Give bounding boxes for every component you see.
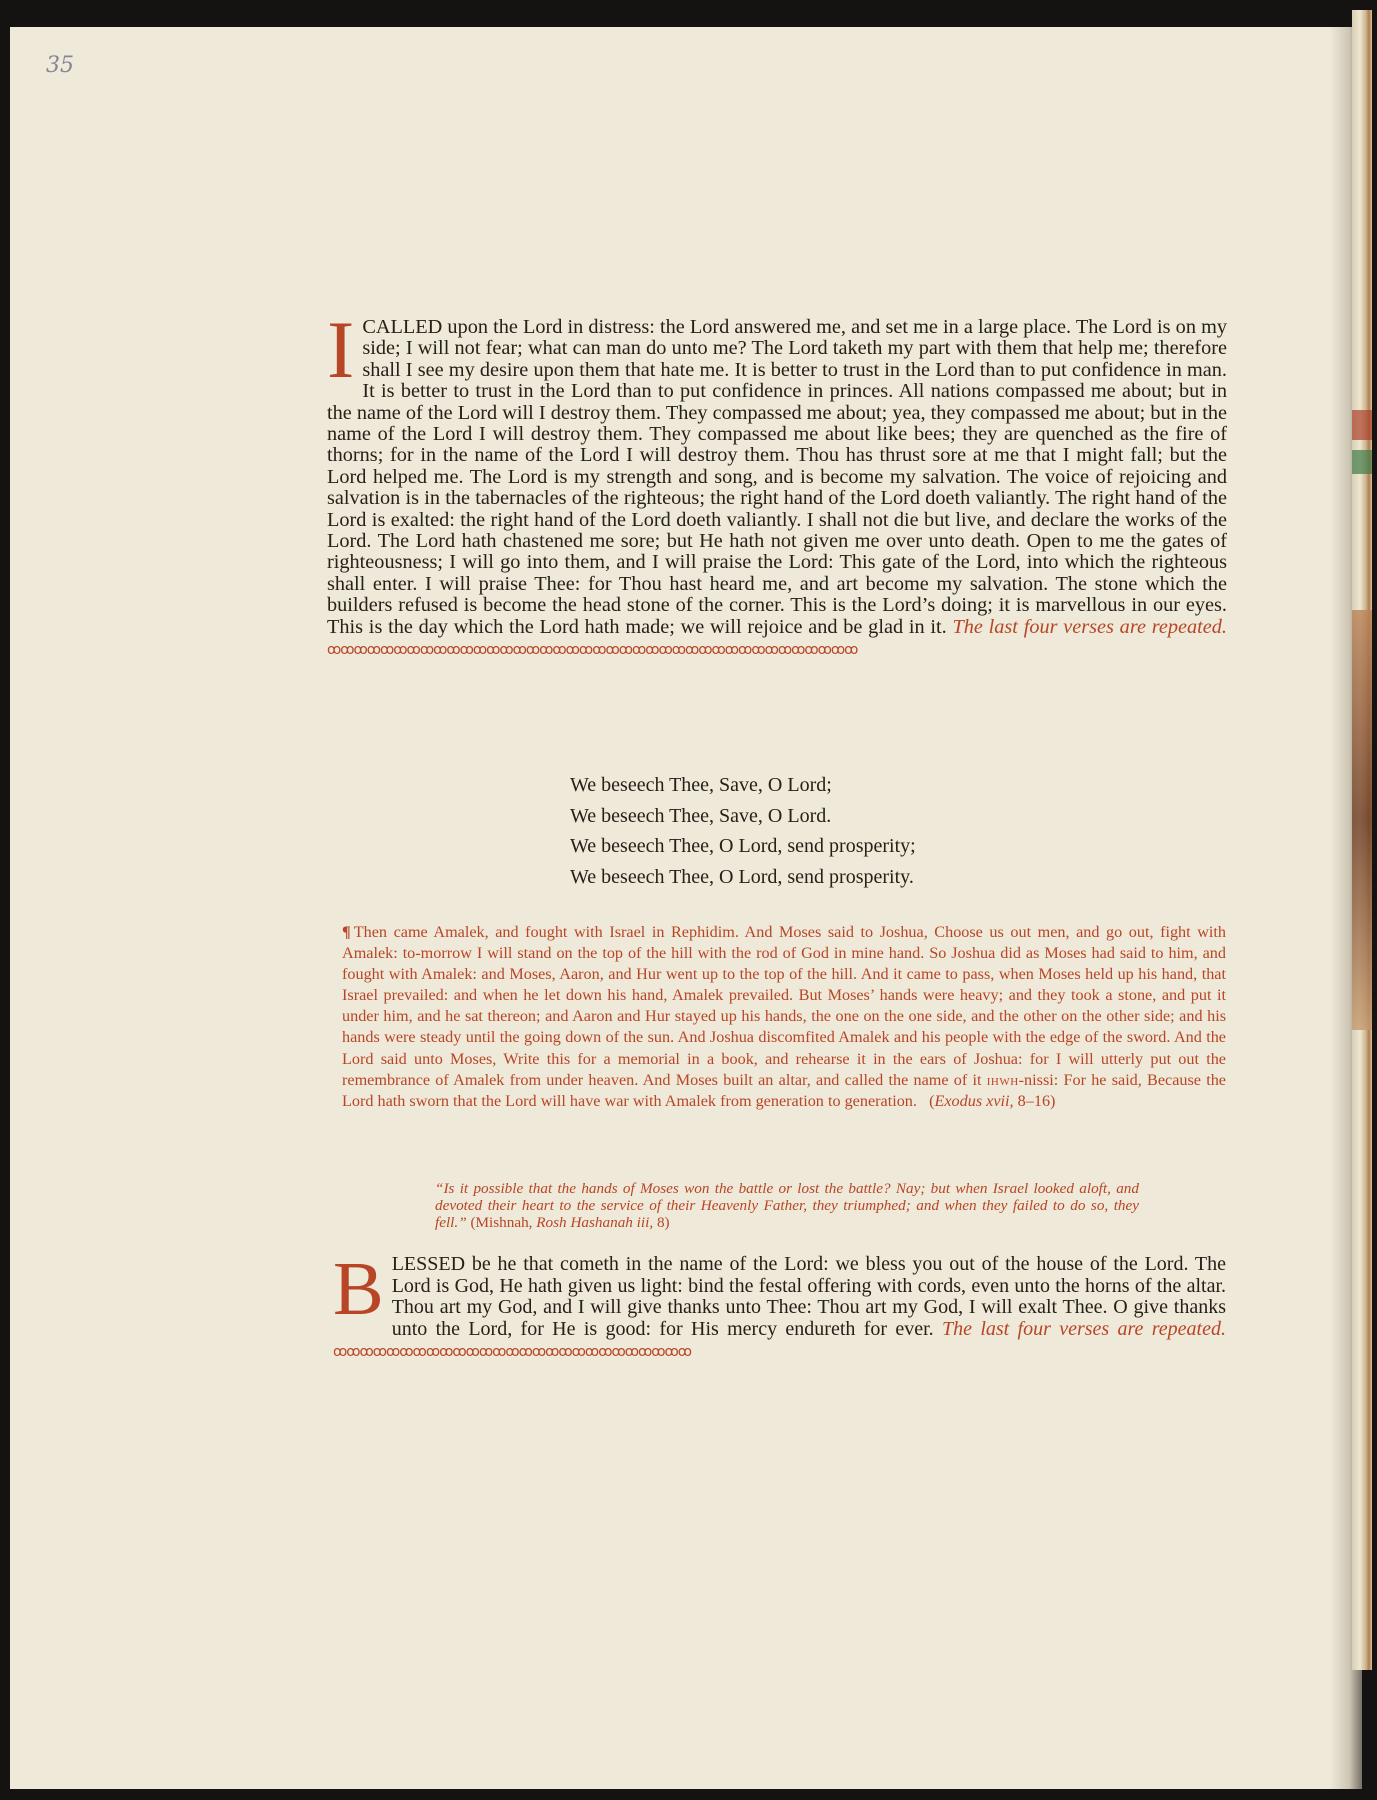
lead-word: LESSED — [391, 1253, 466, 1275]
adjacent-page-edge — [1352, 10, 1372, 1670]
facing-page-color-band — [1352, 450, 1372, 474]
citation-verses: 8–16) — [1013, 1091, 1056, 1110]
response-line: We beseech Thee, Save, O Lord. — [570, 804, 832, 827]
psalm-text: upon the Lord in distress: the Lord answered me, and set me in a large place. The Lord is on my side; I will not fear; what can man do unto me? The Lord taketh my part with them that help me; therefore shall I see my desire upon them that hate me. It is better to trust in the Lord than to put confidence in man. It is better to trust in the Lord than to put confidence in princes. All nations compassed me about; but in the name of the Lord will I destroy them. They compassed me about; yea, they compassed me about; but in the name of the Lord I will destroy them. They compassed me about like bees; they are quenched as the fire of thorns; for in the name of the Lord I will destroy them. Thou has thrust sore at me that I might fall; but the Lord helped me. The Lord is my strength and song, and is become my salvation. The voice of rejoicing and salvation is in the tabernacles of the righteous; the right hand of the Lord doeth valiantly. The right hand of the Lord is exalted: the right hand of the Lord doeth valiantly. I shall not die but live, and declare the works of the Lord. The Lord hath chastened me sore; but He hath not given me over unto death. Open to me the gates of righteousness; I will go into them, and I will praise the Lord: This gate of the Lord, into which the righteous shall enter. I will praise Thee: for Thou hast heard me, and art become my salvation. The stone which the builders refused is become the head stone of the corner. This is the Lord’s doing; it is marvellous in our eyes. This is the day which the Lord hath made; we will rejoice and be glad in it. — [327, 316, 1227, 638]
quote-source-open: (Mishnah, — [466, 1214, 537, 1232]
pilcrow-icon: ¶ — [342, 923, 351, 941]
response-line: We beseech Thee, Save, O Lord; — [570, 774, 832, 796]
amalek-narrative — [342, 922, 1226, 1112]
narrative-text: Then came Amalek, and fought with Israel in Rephidim. And Moses said to Joshua, Choose us out men, and go out, fight with Amalek: to-morrow I will stand on the top of the hill with the rod of God in mine hand. So Joshua did as Moses had said to him, and fought with Amalek: and Moses, Aaron, and Hur went up to the top of the hill. And it came to pass, when Moses held up his hand, that Israel prevailed: and when he let down his hand, Amalek prevailed. But Moses’ hands were heavy; and they took a stone, and put it under him, and he sat thereon; and Aaron and Hur stayed up his hands, the one on the one side, and the other on the other side; and his hands were steady until the going down of the sun. And Joshua discomfited Amalek and his people with the edge of the sword. And the Lord said unto Moses, Write this for a memorial in a book, and rehearse it in the ears of Joshua: for I will utterly put out the remembrance of Amalek from under heaven. And Moses built an altar, and called the name of it — [342, 923, 1226, 1089]
psalm-block — [327, 304, 1227, 662]
rubric-repeat-note: The last four verses are repeated. — [952, 615, 1227, 638]
quote-source-title: Rosh Hashanah iii, — [536, 1214, 654, 1232]
blessing-text: be he that cometh in the name of the Lord: we bless you out of the house of the Lord. The Lord is God, He hath given us light: bind the festal offering with cords, even unto the horns of the altar. Thou art my God, and I will give thanks unto Thee: Thou art my God, I will exalt Thee. O give thanks unto the Lord, for He is good: for His mercy endureth for ever. — [391, 1253, 1226, 1340]
quote-source-close: 8) — [653, 1214, 670, 1232]
rubric-repeat-note: The last four verses are repeated. — [942, 1317, 1226, 1340]
quote-text: “Is it possible that the hands of Moses won the battle or lost the battle? Nay; but when Israel looked aloft, and devoted their heart to the service of their Heavenly Father, they triumphed; and when they failed to do so, they fell.” — [435, 1180, 1139, 1232]
ornamental-border: ꝏꝏꝏꝏꝏꝏꝏꝏꝏꝏꝏꝏꝏꝏꝏꝏꝏꝏꝏꝏꝏꝏꝏꝏꝏꝏꝏꝏꝏꝏꝏꝏꝏꝏꝏꝏꝏꝏꝏꝏ — [327, 642, 858, 659]
dropcap-initial: I — [327, 304, 355, 395]
response-lines — [570, 770, 916, 892]
citation-open: ( — [929, 1091, 935, 1110]
book-page — [10, 27, 1362, 1789]
response-line: We beseech Thee, O Lord, send prosperity. — [570, 865, 914, 888]
mishnah-quote — [435, 1180, 1139, 1232]
citation-book: Exodus xvii, — [934, 1091, 1014, 1110]
blessing-block — [333, 1247, 1226, 1364]
dropcap-initial: B — [333, 1247, 384, 1331]
facing-page-color-band — [1352, 410, 1372, 440]
divine-name: ihwh — [986, 1070, 1019, 1089]
lead-word: CALLED — [362, 316, 443, 338]
facing-page-illustration — [1352, 610, 1372, 1030]
ornamental-border: ꝏꝏꝏꝏꝏꝏꝏꝏꝏꝏꝏꝏꝏꝏꝏꝏꝏꝏꝏꝏꝏꝏꝏꝏꝏꝏꝏ — [333, 1344, 692, 1361]
page-number: 35 — [46, 53, 74, 78]
response-line: We beseech Thee, O Lord, send prosperity; — [570, 835, 916, 857]
narrative-text-end: -nissi: For he said, Because the Lord hath sworn that the Lord will have war with Amalek from generation to generation. — [342, 1070, 1226, 1110]
